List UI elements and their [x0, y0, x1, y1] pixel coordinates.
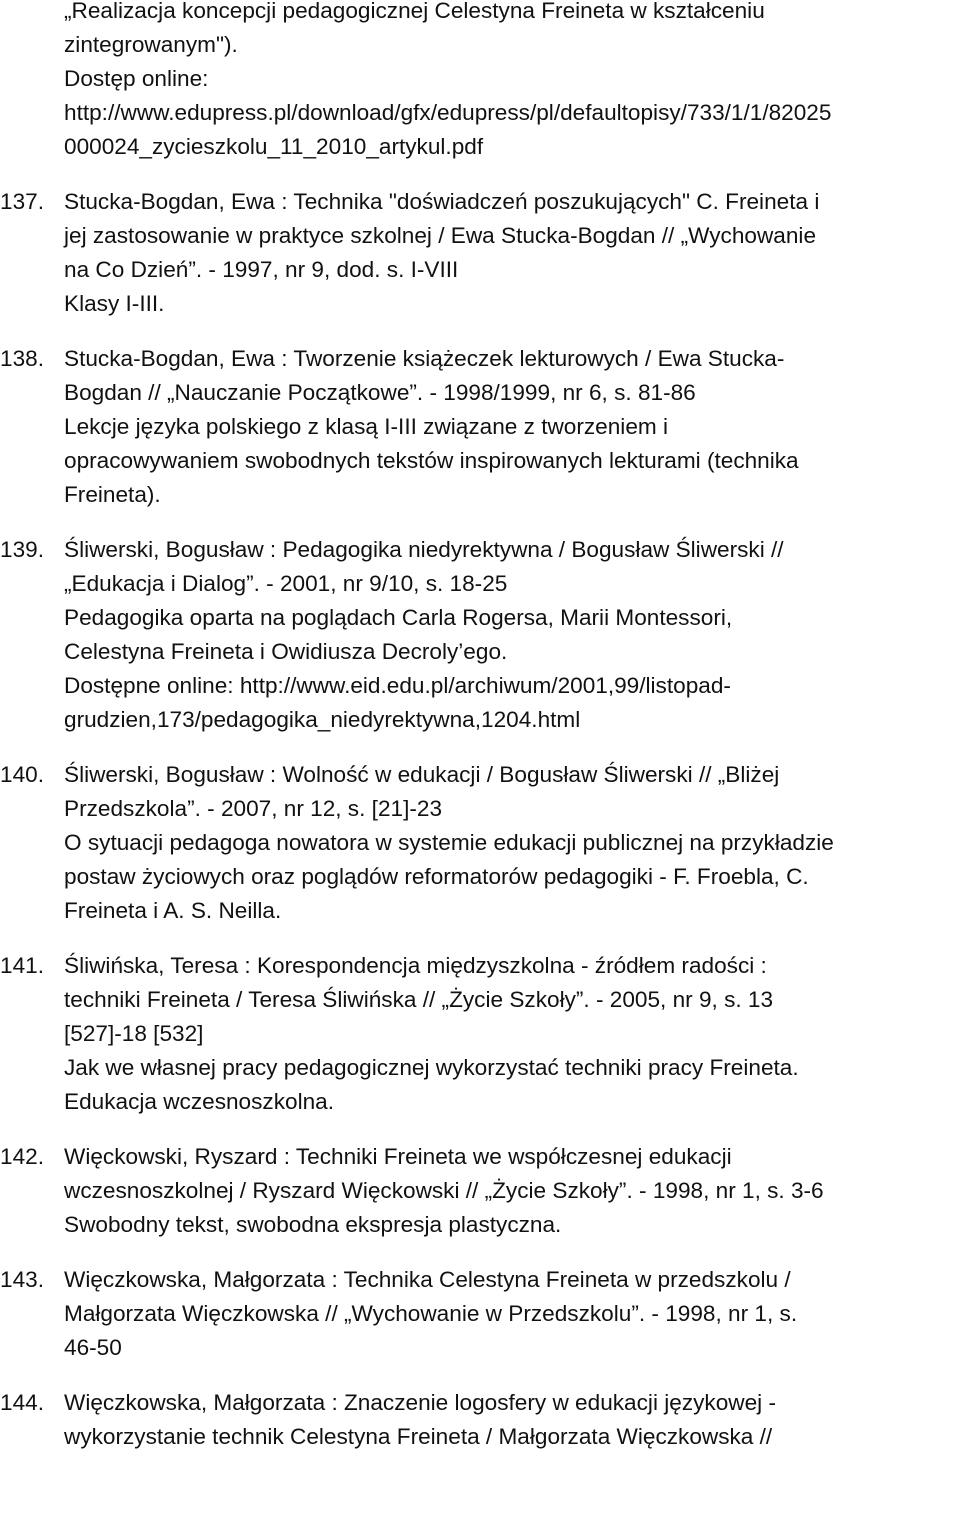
entry-line: techniki Freineta / Teresa Śliwińska // „Życie Szkoły”. - 2005, nr 9, s. 13 [64, 987, 774, 1012]
entry-line: Pedagogika oparta na poglądach Carla Rogersa, Marii Montessori, [64, 605, 733, 630]
entry-line: na Co Dzień”. - 1997, nr 9, dod. s. I-VIII [64, 257, 459, 282]
entry-line: Jak we własnej pracy pedagogicznej wykorzystać techniki pracy Freineta. [64, 1055, 799, 1080]
entry-line: Freineta i A. S. Neilla. [64, 898, 282, 923]
entry-line: postaw życiowych oraz poglądów reformatorów pedagogiki - F. Froebla, C. [64, 864, 809, 889]
entry-number: 142. [0, 1144, 44, 1169]
entry-line: opracowywaniem swobodnych tekstów inspirowanych lekturami (technika [64, 448, 799, 473]
bibliography-entry [0, 1263, 960, 1365]
entry-line: O sytuacji pedagoga nowatora w systemie edukacji publicznej na przykładzie [64, 830, 834, 855]
entry-line: Więczkowska, Małgorzata : Znaczenie logosfery w edukacji językowej - [64, 1390, 776, 1415]
entry-line: Przedszkola”. - 2007, nr 12, s. [21]-23 [64, 796, 443, 821]
bibliography-entry [0, 185, 960, 321]
bibliography-entry [0, 758, 960, 928]
entry-number: 137. [0, 189, 44, 214]
entry-number: 143. [0, 1267, 44, 1292]
entry-line: Bogdan // „Nauczanie Początkowe”. - 1998/1999, nr 6, s. 81-86 [64, 380, 696, 405]
entry-line: Edukacja wczesnoszkolna. [64, 1089, 335, 1114]
entry-number: 141. [0, 953, 44, 978]
bibliography-entry [0, 949, 960, 1119]
entry-line: Swobodny tekst, swobodna ekspresja plastyczna. [64, 1212, 562, 1237]
entry-line: „Edukacja i Dialog”. - 2001, nr 9/10, s. 18-25 [64, 571, 508, 596]
entry-line: wykorzystanie technik Celestyna Freineta / Małgorzata Więczkowska // [64, 1424, 773, 1449]
continued-entry [0, 0, 960, 164]
bibliography-entry [0, 1140, 960, 1242]
url-link[interactable]: 000024_zycieszkolu_11_2010_artykul.pdf [64, 134, 484, 159]
bibliography-entry [0, 533, 960, 737]
entry-line: Małgorzata Więczkowska // „Wychowanie w Przedszkolu”. - 1998, nr 1, s. [64, 1301, 798, 1326]
entry-line: „Realizacja koncepcji pedagogicznej Celestyna Freineta w kształceniu [64, 0, 765, 23]
bibliography-entry [0, 1386, 960, 1454]
url-link[interactable]: http://www.edupress.pl/download/gfx/edupress/pl/defaultopisy/733/1/1/82025 [64, 100, 832, 125]
entry-line: Więczkowska, Małgorzata : Technika Celestyna Freineta w przedszkolu / [64, 1267, 791, 1292]
entry-line: Więckowski, Ryszard : Techniki Freineta we współczesnej edukacji [64, 1144, 732, 1169]
entry-line: zintegrowanym"). [64, 32, 238, 57]
entry-line: Dostęp online: [64, 66, 209, 91]
url-link[interactable]: Dostępne online: http://www.eid.edu.pl/archiwum/2001,99/listopad- [64, 673, 731, 698]
entry-line: Lekcje języka polskiego z klasą I-III związane z tworzeniem i [64, 414, 669, 439]
url-link[interactable]: grudzien,173/pedagogika_niedyrektywna,1204.html [64, 707, 581, 732]
entry-line: Śliwerski, Bogusław : Wolność w edukacji / Bogusław Śliwerski // „Bliżej [64, 762, 780, 787]
entry-line: Śliwińska, Teresa : Korespondencja międzyszkolna - źródłem radości : [64, 953, 767, 978]
bibliography-entry [0, 342, 960, 512]
entry-line: 46-50 [64, 1335, 122, 1360]
entry-line: Stucka-Bogdan, Ewa : Technika "doświadczeń poszukujących" C. Freineta i [64, 189, 820, 214]
entry-number: 140. [0, 762, 44, 787]
entry-number: 144. [0, 1390, 44, 1415]
entry-number: 138. [0, 346, 44, 371]
entry-line: [527]-18 [532] [64, 1021, 204, 1046]
entry-line: jej zastosowanie w praktyce szkolnej / Ewa Stucka-Bogdan // „Wychowanie [64, 223, 817, 248]
entry-line: wczesnoszkolnej / Ryszard Więckowski // „Życie Szkoły”. - 1998, nr 1, s. 3-6 [64, 1178, 824, 1203]
entry-line: Celestyna Freineta i Owidiusza Decroly’ego. [64, 639, 508, 664]
entry-line: Śliwerski, Bogusław : Pedagogika niedyrektywna / Bogusław Śliwerski // [64, 537, 784, 562]
entry-line: Stucka-Bogdan, Ewa : Tworzenie książeczek lekturowych / Ewa Stucka- [64, 346, 785, 371]
entry-line: Klasy I-III. [64, 291, 165, 316]
entry-line: Freineta). [64, 482, 161, 507]
entry-number: 139. [0, 537, 44, 562]
